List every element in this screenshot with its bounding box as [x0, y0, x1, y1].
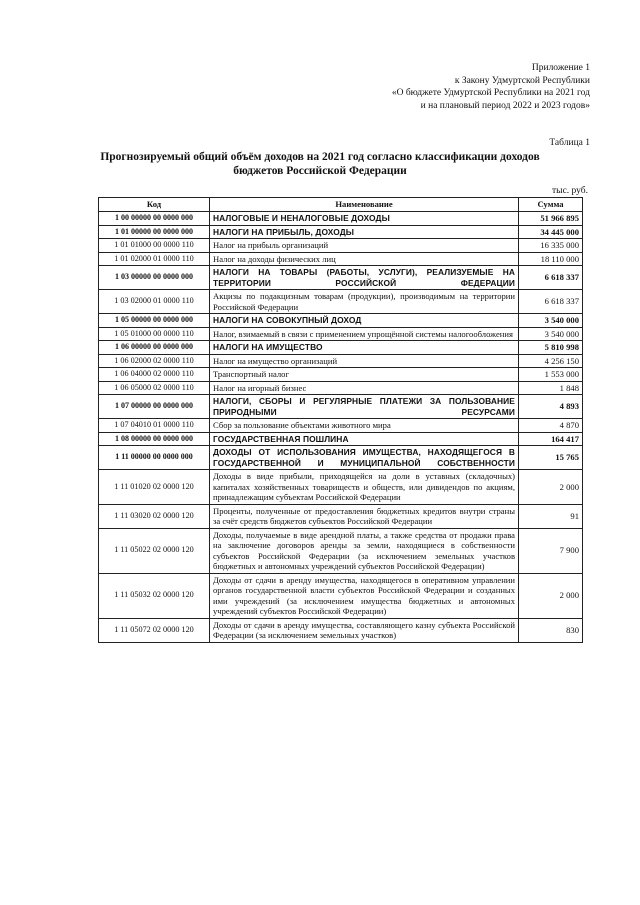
table-row: [99, 266, 583, 290]
row-name: Доходы, получаемые в виде арендной платы, а также средства от продажи права на заключение договоров аренды за земли, находящиеся в собственности субъектов Российской Федерации (за исключением земельных участков бюджетных и автономных учреждений субъектов Российской Федерации): [210, 528, 519, 573]
row-code: 1 06 00000 00 0000 000: [99, 341, 210, 355]
row-sum: 4 893: [519, 395, 583, 419]
row-name: Доходы от сдачи в аренду имущества, составляющего казну субъекта Российской Федерации (за исключением земельных участков): [210, 618, 519, 642]
table-row: [99, 354, 583, 368]
row-sum: 51 966 895: [519, 212, 583, 226]
row-code: 1 11 05072 02 0000 120: [99, 618, 210, 642]
table-row: [99, 528, 583, 573]
row-name: Акцизы по подакцизным товарам (продукции), производимым на территории Российской Федерации: [210, 290, 519, 314]
table-row: [99, 252, 583, 266]
title-line: Прогнозируемый общий объём доходов на 2021 год согласно классификации доходов: [100, 151, 540, 163]
table-row: [99, 212, 583, 226]
row-name: Сбор за пользование объектами животного мира: [210, 419, 519, 433]
table-header-row: [99, 198, 583, 212]
table-row: [99, 225, 583, 239]
row-code: 1 05 01000 00 0000 110: [99, 327, 210, 341]
row-sum: 164 417: [519, 432, 583, 446]
row-name: Доходы от сдачи в аренду имущества, находящегося в оперативном управлении органов государственной власти субъектов Российской Федерации и созданных ими учреждений (за исключением имущества бюджетных и автономных учреждений субъектов Российской Федерации): [210, 573, 519, 618]
row-sum: 15 765: [519, 446, 583, 470]
row-code: 1 06 05000 02 0000 110: [99, 381, 210, 395]
table-row: [99, 395, 583, 419]
row-code: 1 11 01020 02 0000 120: [99, 470, 210, 505]
row-name: НАЛОГИ НА ПРИБЫЛЬ, ДОХОДЫ: [210, 225, 519, 239]
row-sum: 1 553 000: [519, 368, 583, 382]
table-row: [99, 239, 583, 253]
title-line: бюджетов Российской Федерации: [233, 165, 407, 177]
revenue-table: [98, 197, 583, 643]
row-code: 1 06 04000 02 0000 110: [99, 368, 210, 382]
row-name: НАЛОГИ НА ИМУЩЕСТВО: [210, 341, 519, 355]
row-sum: 6 618 337: [519, 290, 583, 314]
row-name: НАЛОГИ, СБОРЫ И РЕГУЛЯРНЫЕ ПЛАТЕЖИ ЗА ПОЛЬЗОВАНИЕ ПРИРОДНЫМИ РЕСУРСАМИ: [210, 395, 519, 419]
row-code: 1 11 05032 02 0000 120: [99, 573, 210, 618]
table-row: [99, 419, 583, 433]
row-code: 1 03 00000 00 0000 000: [99, 266, 210, 290]
table-row: [99, 446, 583, 470]
row-name: Налог на прибыль организаций: [210, 239, 519, 253]
row-code: 1 01 01000 00 0000 110: [99, 239, 210, 253]
row-code: 1 01 02000 01 0000 110: [99, 252, 210, 266]
row-name: ДОХОДЫ ОТ ИСПОЛЬЗОВАНИЯ ИМУЩЕСТВА, НАХОДЯЩЕГОСЯ В ГОСУДАРСТВЕННОЙ И МУНИЦИПАЛЬНОЙ СОБСТВЕННОСТИ: [210, 446, 519, 470]
row-name: Проценты, полученные от предоставления бюджетных кредитов внутри страны за счёт средств бюджетов субъектов Российской Федерации: [210, 504, 519, 528]
table-row: [99, 341, 583, 355]
row-sum: 4 870: [519, 419, 583, 433]
header-name: Наименование: [210, 198, 519, 212]
appendix-line: Приложение 1: [531, 63, 590, 73]
table-row: [99, 290, 583, 314]
table-row: [99, 314, 583, 328]
row-sum: 4 256 150: [519, 354, 583, 368]
appendix-line: «О бюджете Удмуртской Республики на 2021 год: [391, 88, 590, 98]
row-sum: 2 000: [519, 470, 583, 505]
row-sum: 3 540 000: [519, 314, 583, 328]
row-sum: 18 110 000: [519, 252, 583, 266]
row-name: НАЛОГИ НА СОВОКУПНЫЙ ДОХОД: [210, 314, 519, 328]
table-label: Таблица 1: [549, 138, 590, 148]
table-row: [99, 504, 583, 528]
table-row: [99, 618, 583, 642]
row-code: 1 03 02000 01 0000 110: [99, 290, 210, 314]
table-row: [99, 470, 583, 505]
row-code: 1 06 02000 02 0000 110: [99, 354, 210, 368]
appendix-header: [270, 62, 590, 112]
header-code: Код: [99, 198, 210, 212]
header-sum: Сумма: [519, 198, 583, 212]
row-sum: 5 810 998: [519, 341, 583, 355]
row-name: Налог, взимаемый в связи с применением упрощённой системы налогообложения: [210, 327, 519, 341]
row-sum: 1 848: [519, 381, 583, 395]
row-sum: 6 618 337: [519, 266, 583, 290]
table-row: [99, 381, 583, 395]
row-name: НАЛОГОВЫЕ И НЕНАЛОГОВЫЕ ДОХОДЫ: [210, 212, 519, 226]
row-code: 1 07 04010 01 0000 110: [99, 419, 210, 433]
row-name: Доходы в виде прибыли, приходящейся на доли в уставных (складочных) капиталах хозяйственных товариществ и обществ, или дивидендов по акциям, принадлежащим субъектам Российской Федерации: [210, 470, 519, 505]
row-sum: 16 335 000: [519, 239, 583, 253]
row-sum: 91: [519, 504, 583, 528]
row-sum: 34 445 000: [519, 225, 583, 239]
row-sum: 3 540 000: [519, 327, 583, 341]
row-code: 1 11 00000 00 0000 000: [99, 446, 210, 470]
row-code: 1 07 00000 00 0000 000: [99, 395, 210, 419]
row-code: 1 11 05022 02 0000 120: [99, 528, 210, 573]
row-code: 1 00 00000 00 0000 000: [99, 212, 210, 226]
row-code: 1 11 03020 02 0000 120: [99, 504, 210, 528]
document-title: [100, 150, 540, 178]
row-sum: 2 000: [519, 573, 583, 618]
units-label: тыс. руб.: [552, 186, 588, 196]
row-name: Налог на доходы физических лиц: [210, 252, 519, 266]
table-row: [99, 327, 583, 341]
row-name: Налог на имущество организаций: [210, 354, 519, 368]
row-name: НАЛОГИ НА ТОВАРЫ (РАБОТЫ, УСЛУГИ), РЕАЛИЗУЕМЫЕ НА ТЕРРИТОРИИ РОССИЙСКОЙ ФЕДЕРАЦИИ: [210, 266, 519, 290]
row-name: ГОСУДАРСТВЕННАЯ ПОШЛИНА: [210, 432, 519, 446]
table-row: [99, 368, 583, 382]
row-name: Налог на игорный бизнес: [210, 381, 519, 395]
row-sum: 830: [519, 618, 583, 642]
appendix-line: к Закону Удмуртской Республики: [454, 75, 590, 86]
row-sum: 7 900: [519, 528, 583, 573]
row-code: 1 01 00000 00 0000 000: [99, 225, 210, 239]
row-code: 1 08 00000 00 0000 000: [99, 432, 210, 446]
table-row: [99, 432, 583, 446]
appendix-line: и на плановый период 2022 и 2023 годов»: [420, 100, 590, 111]
table-row: [99, 573, 583, 618]
row-code: 1 05 00000 00 0000 000: [99, 314, 210, 328]
row-name: Транспортный налог: [210, 368, 519, 382]
